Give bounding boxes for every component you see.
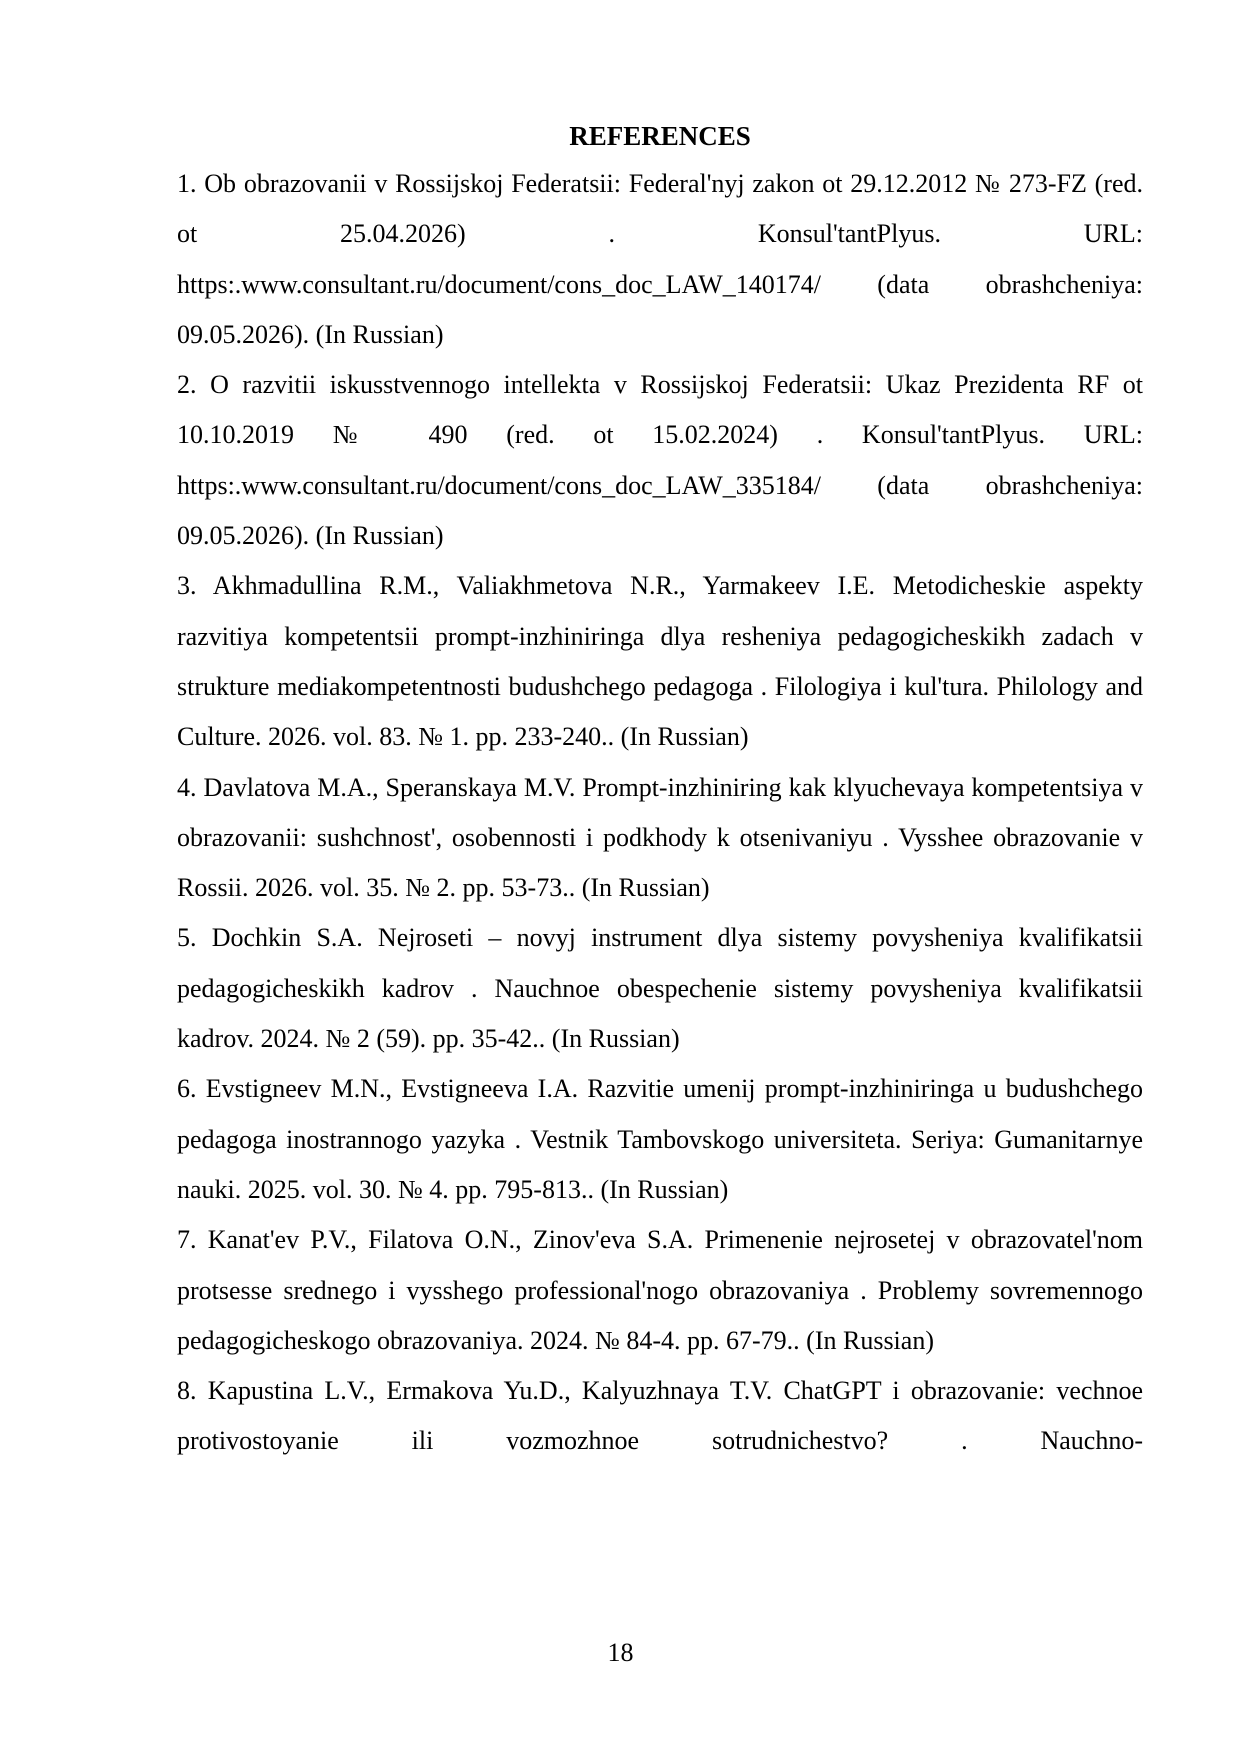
reference-item-7: 7. Kanat'ev P.V., Filatova O.N., Zinov'eva S.A. Primenenie nejrosetej v obrazovatel'nom protsesse srednego i vysshego professional'nogo obrazovaniya . Problemy sovremennogo pedagogicheskogo obrazovaniya. 2024. № 84-4. pp. 67-79.. (In Russian): [177, 1225, 1143, 1355]
references-heading: REFERENCES: [569, 121, 751, 151]
reference-item-4: 4. Davlatova M.A., Speranskaya M.V. Prompt-inzhiniring kak klyuchevaya kompetentsiya v obrazovanii: sushchnost', osobennosti i podkhody k otsenivaniyu . Vysshee obrazovanie v Rossii. 2026. vol. 35. № 2. pp. 53-73.. (In Russian): [177, 772, 1143, 903]
reference-item-3: 3. Akhmadullina R.M., Valiakhmetova N.R., Yarmakeev I.E. Metodicheskie aspekty razvitiya kompetentsii prompt-inzhiniringa dlya resheniya pedagogicheskikh zadach v strukture mediakompetentnosti budushchego pedagoga . Filologiya i kul'tura. Philology and Culture. 2026. vol. 83. № 1. pp. 233-240.. (In Russian): [177, 571, 1143, 752]
reference-item-6: 6. Evstigneev M.N., Evstigneeva I.A. Razvitie umenij prompt-inzhiniringa u budushchego pedagoga inostrannogo yazyka . Vestnik Tambovskogo universiteta. Seriya: Gumanitarnye nauki. 2025. vol. 30. № 4. pp. 795-813.. (In Russian): [177, 1074, 1143, 1204]
reference-item-5: 5. Dochkin S.A. Nejroseti – novyj instrument dlya sistemy povysheniya kvalifikatsii pedagogicheskikh kadrov . Nauchnoe obespechenie sistemy povysheniya kvalifikatsii kadrov. 2024. № 2 (59). pp. 35-42.. (In Russian): [177, 923, 1143, 1054]
reference-item-8: 8. Kapustina L.V., Ermakova Yu.D., Kalyuzhnaya T.V. ChatGPT i obrazovanie: vechnoe protivostoyanie ili vozmozhnoe sotrudnichestvo? . Nauchno-: [177, 1376, 1143, 1456]
reference-item-1: 1. Ob obrazovanii v Rossijskoj Federatsii: Federal'nyj zakon ot 29.12.2012 № 273-FZ (red. ot 25.04.2026) . Konsul'tantPlyus. URL: https:.www.consultant.ru/document/cons_doc_LAW_140174/ (data obrashcheniya: 09.05.2026). (In Russian): [177, 169, 1143, 349]
document-page: [177, 114, 1143, 1467]
page-number: 18: [607, 1638, 634, 1667]
reference-item-2: 2. O razvitii iskusstvennogo intellekta v Rossijskoj Federatsii: Ukaz Prezidenta RF ot 10.10.2019 № 490 (red. ot 15.02.2024) . Konsul'tantPlyus. URL: https:.www.consultant.ru/document/cons_doc_LAW_335184/ (data obrashcheniya: 09.05.2026). (In Russian): [177, 370, 1143, 551]
